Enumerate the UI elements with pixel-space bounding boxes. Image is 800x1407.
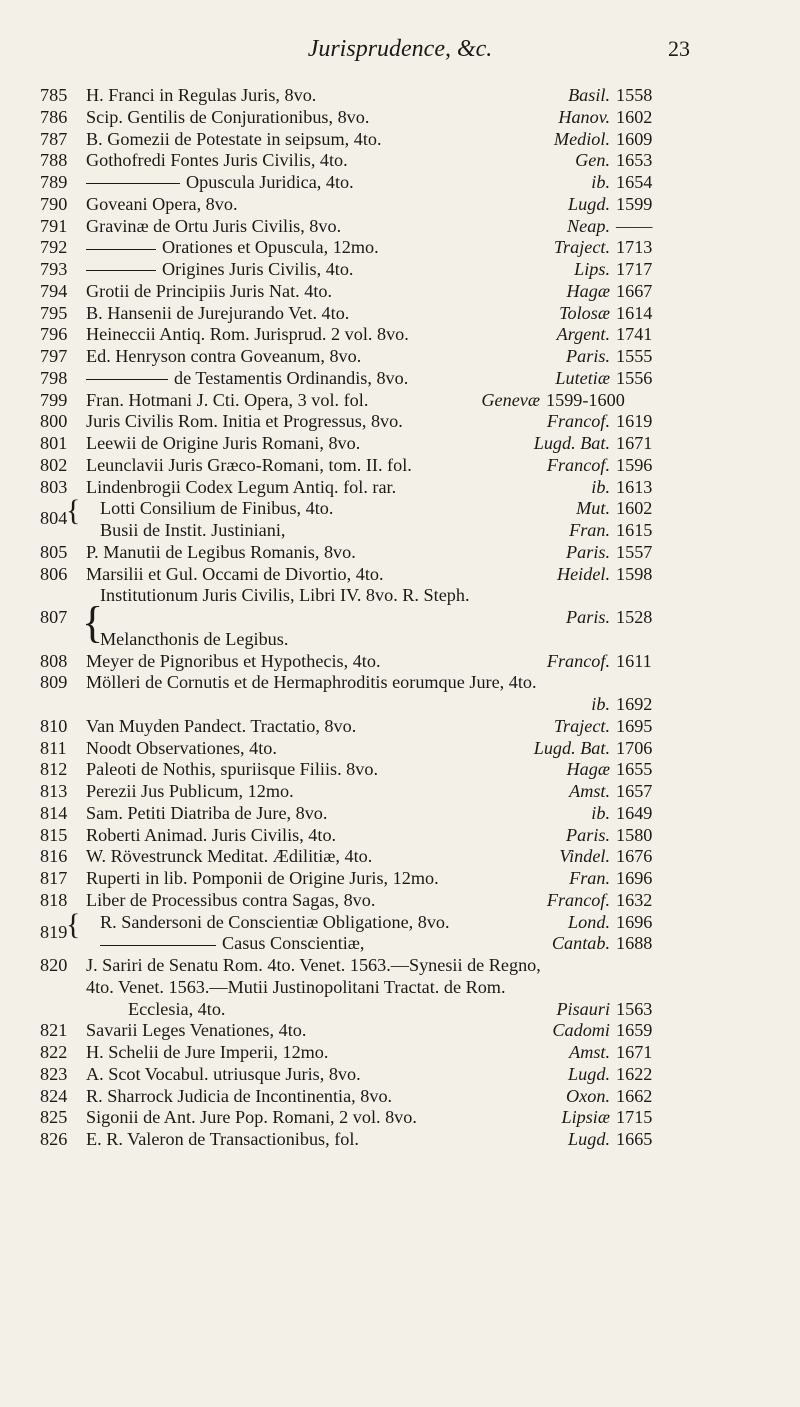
entry-title-wrap [86, 259, 353, 281]
entry [0, 759, 800, 781]
entry-number: 803 [40, 476, 68, 497]
entry-place: Oxon. [566, 1085, 610, 1106]
entry-year: 1667 [616, 280, 653, 301]
entry-title: Heineccii Antiq. Rom. Jurisprud. 2 vol. 8vo. [86, 324, 409, 345]
entry-number: 802 [40, 454, 68, 475]
entry-year: 1692 [616, 694, 653, 714]
entry-title: Van Muyden Pandect. Tractatio, 8vo. [86, 715, 357, 736]
entry-place: Francof. [546, 650, 610, 671]
entry [0, 907, 800, 942]
entry-place: Traject. [553, 237, 610, 258]
entry-place: ib. [591, 694, 610, 714]
entry-number: 819 [40, 921, 68, 942]
entry-number: 813 [40, 781, 68, 801]
entry-place: Genevæ [481, 389, 540, 410]
entry-number: 824 [40, 1085, 68, 1106]
entry [0, 542, 800, 564]
entry-number: 787 [40, 128, 68, 149]
entry-title: Busii de Instit. Justiniani, [100, 520, 286, 540]
entry-place: Lips. [574, 259, 610, 279]
entry-title: Goveani Opera, 8vo. [86, 193, 238, 214]
entry-title: A. Scot Vocabul. utriusque Juris, 8vo. [86, 1063, 361, 1084]
entry [0, 107, 800, 129]
entry-year: 1602 [616, 498, 653, 519]
entry-title: Institutionum Juris Civilis, Libri IV. 8vo. R. Steph. [100, 585, 470, 606]
entry-number: 826 [40, 1129, 68, 1149]
entry-title-wrap [100, 933, 364, 955]
entry [0, 868, 800, 890]
entry-number: 800 [40, 411, 68, 432]
entry [0, 890, 800, 912]
entry-year: 1741 [616, 324, 653, 345]
entry-number: 816 [40, 846, 68, 867]
entry-title: Melancthonis de Legibus. [100, 628, 289, 649]
entry-number: 815 [40, 824, 68, 845]
brace-top: { [66, 494, 81, 528]
entry [0, 1086, 800, 1108]
entry-year: 1619 [616, 411, 653, 432]
entry-number: 788 [40, 150, 68, 171]
entry-year: 1602 [616, 106, 653, 127]
entry [0, 455, 800, 477]
entry-title: Lindenbrogii Codex Legum Antiq. fol. rar. [86, 476, 397, 497]
entry-year: 1695 [616, 715, 653, 736]
entry-place: Paris. [566, 541, 610, 562]
entry [0, 1042, 800, 1064]
ditto-rule [86, 379, 168, 380]
entry-number: 810 [40, 715, 68, 736]
entry-place: Lond. [568, 911, 610, 932]
entry-number: 806 [40, 563, 68, 584]
entry-year: 1676 [616, 846, 653, 867]
entry-place: Pisauri [556, 998, 610, 1019]
entry-place: Lugd. Bat. [533, 737, 610, 758]
entry-year: 1671 [616, 1042, 653, 1062]
entry-number: 789 [40, 172, 68, 192]
entry-number: 818 [40, 889, 68, 910]
entry-year: 1659 [616, 1020, 653, 1041]
entry-title: Meyer de Pignoribus et Hypothecis, 4to. [86, 650, 381, 671]
entry [0, 259, 800, 281]
entry-year: 1563 [616, 998, 653, 1019]
entry [0, 368, 800, 390]
entry-year: 1653 [616, 150, 653, 171]
entry [0, 738, 800, 760]
entry [0, 955, 800, 977]
entry-title-wrap [86, 237, 379, 259]
entry-title: Opuscula Juridica, 4to. [186, 172, 354, 192]
entry-year: 1696 [616, 911, 653, 932]
entry-year: 1613 [616, 476, 653, 497]
entry-place: Lugd. [568, 193, 610, 214]
entry-place: Francof. [546, 889, 610, 910]
entry [0, 1107, 800, 1129]
entry-number: 793 [40, 259, 68, 279]
entry [0, 129, 800, 151]
entry-title: Ed. Henryson contra Goveanum, 8vo. [86, 346, 362, 366]
entry [0, 629, 800, 651]
entry-number: 792 [40, 237, 68, 258]
entry-title: J. Sariri de Senatu Rom. 4to. Venet. 1563.—Synesii de Regno, [86, 955, 541, 975]
entry-year: 1609 [616, 128, 653, 149]
entry-title: R. Sharrock Judicia de Incontinentia, 8vo. [86, 1085, 393, 1106]
entry-number: 799 [40, 389, 68, 410]
entry [0, 303, 800, 325]
ditto-rule [86, 183, 180, 184]
entry-title: H. Schelii de Jure Imperii, 12mo. [86, 1042, 329, 1062]
entry-title: H. Franci in Regulas Juris, 8vo. [86, 85, 317, 105]
entry-place: Cantab. [551, 933, 610, 954]
entry-number: 804 [40, 508, 68, 529]
entry-place: Lugd. Bat. [533, 433, 610, 453]
entry-title: Ruperti in lib. Pomponii de Origine Juris, 12mo. [86, 868, 439, 888]
entry-title: B. Hansenii de Jurejurando Vet. 4to. [86, 302, 350, 323]
brace-left: { [82, 598, 104, 647]
entry-number: 797 [40, 346, 68, 366]
entry-title: Lotti Consilium de Finibus, 4to. [100, 498, 334, 519]
page-header [0, 36, 800, 66]
entry-number: 790 [40, 193, 68, 214]
entry-title: Noodt Observationes, 4to. [86, 737, 277, 758]
entry-title-wrap [86, 368, 408, 390]
entry-number: 825 [40, 1107, 68, 1128]
entry-number: 822 [40, 1042, 68, 1062]
entry-year: 1649 [616, 802, 653, 823]
entry-number: 823 [40, 1063, 68, 1084]
entry-place: Mediol. [553, 128, 610, 149]
entry-title: P. Manutii de Legibus Romanis, 8vo. [86, 541, 356, 562]
entry-title: Fran. Hotmani J. Cti. Opera, 3 vol. fol. [86, 389, 369, 410]
entry-number: 808 [40, 650, 68, 671]
entry-year: 1665 [616, 1129, 653, 1149]
entry-number: 794 [40, 280, 68, 301]
page-number: 23 [668, 36, 690, 61]
entry-place: Hagæ [566, 280, 610, 301]
entry-place: Neap. [567, 215, 610, 236]
entry-title: Casus Conscientiæ, [222, 933, 365, 954]
entry-place: ib. [591, 476, 610, 497]
entry [0, 694, 800, 716]
entry-number: 812 [40, 759, 68, 780]
entry-title: R. Sandersoni de Conscientiæ Obligatione, 8vo. [100, 911, 450, 932]
entry-year: 1611 [616, 650, 652, 671]
entry-year: 1706 [616, 737, 653, 758]
entry-place: Hagæ [566, 759, 610, 780]
entry [0, 933, 800, 955]
entry-title: Gravinæ de Ortu Juris Civilis, 8vo. [86, 215, 342, 236]
entry-place: Vindel. [559, 846, 610, 867]
entry-title: Ecclesia, 4to. [128, 998, 226, 1019]
entry-number: 817 [40, 868, 68, 888]
entry-place: Heidel. [556, 563, 610, 584]
entry-number: 814 [40, 802, 68, 823]
entry-year: 1558 [616, 85, 653, 105]
entry-title: Paleoti de Nothis, spuriisque Filiis. 8vo. [86, 759, 379, 780]
entry-year: 1598 [616, 563, 653, 584]
entry [0, 216, 800, 238]
entry-title: W. Rövestrunck Meditat. Ædilitiæ, 4to. [86, 846, 373, 867]
entry-title: Sigonii de Ant. Jure Pop. Romani, 2 vol. 8vo. [86, 1107, 417, 1128]
entry-place: Francof. [546, 411, 610, 432]
entry-year: 1655 [616, 759, 653, 780]
entry-place: Amst. [569, 1042, 610, 1062]
entry-title: Marsilii et Gul. Occami de Divortio, 4to. [86, 563, 384, 584]
entry [0, 781, 800, 803]
entry-number: 801 [40, 433, 68, 453]
entry-year: 1556 [616, 367, 653, 388]
entry [0, 237, 800, 259]
entry [0, 672, 800, 694]
entry-year: 1599-1600 [546, 389, 625, 410]
entry-title: de Testamentis Ordinandis, 8vo. [174, 367, 409, 388]
entry [0, 977, 800, 999]
entry [0, 346, 800, 368]
entry-number: 796 [40, 324, 68, 345]
entry [0, 520, 800, 542]
entry-title: Perezii Jus Publicum, 12mo. [86, 781, 294, 801]
entry [0, 585, 800, 607]
entry-title: 4to. Venet. 1563.—Mutii Justinopolitani Tractat. de Rom. [86, 976, 506, 997]
entry-place: Tolosæ [559, 302, 610, 323]
ditto-rule [86, 249, 156, 250]
entry-number: 795 [40, 302, 68, 323]
entry-year: 1599 [616, 193, 653, 214]
entry-place: ib. [591, 802, 610, 823]
entry [0, 324, 800, 346]
entry-place: Francof. [546, 454, 610, 475]
entry-number: 791 [40, 215, 68, 236]
entry-year: —— [616, 215, 653, 236]
entry-place: Argent. [556, 324, 610, 345]
entry-number: 786 [40, 106, 68, 127]
entry-year: 1713 [616, 237, 653, 258]
entry-year: 1622 [616, 1063, 653, 1084]
entry-number: 820 [40, 955, 68, 975]
entry-year: 1557 [616, 541, 653, 562]
entry-title: Grotii de Principiis Juris Nat. 4to. [86, 280, 333, 301]
entry-title: Scip. Gentilis de Conjurationibus, 8vo. [86, 106, 370, 127]
entry [0, 172, 800, 194]
entry-place: Amst. [569, 781, 610, 801]
entry-place: ib. [591, 172, 610, 192]
entry-place: Paris. [566, 824, 610, 845]
entry-place: Basil. [568, 85, 610, 105]
entry [0, 477, 800, 499]
entry-year: 1671 [616, 433, 653, 453]
entry-number: 809 [40, 672, 68, 693]
entry-title: Gothofredi Fontes Juris Civilis, 4to. [86, 150, 348, 171]
entry-number: 807 [40, 607, 68, 627]
entry-year: 1596 [616, 454, 653, 475]
entry-year: 1715 [616, 1107, 653, 1128]
entry [0, 803, 800, 825]
entry-number: 785 [40, 85, 68, 105]
entry-place: Gen. [575, 150, 610, 171]
catalogue-entries [0, 85, 800, 1151]
entry-title: E. R. Valeron de Transactionibus, fol. [86, 1129, 359, 1149]
entry-place: Fran. [569, 868, 610, 888]
entry-title: Liber de Processibus contra Sagas, 8vo. [86, 889, 376, 910]
entry-year: 1717 [616, 259, 653, 279]
entry [0, 194, 800, 216]
entry-place: Mut. [576, 498, 610, 519]
entry-title: Orationes et Opuscula, 12mo. [162, 237, 379, 258]
entry-title: Leewii de Origine Juris Romani, 8vo. [86, 433, 361, 453]
entry [0, 494, 800, 529]
entry-place: Traject. [553, 715, 610, 736]
entry [0, 1129, 800, 1151]
entry-year: 1555 [616, 346, 653, 366]
entry [0, 390, 800, 412]
entry [0, 716, 800, 738]
entry-place: Fran. [569, 520, 610, 540]
entry [0, 846, 800, 868]
entry-title: Origines Juris Civilis, 4to. [162, 259, 354, 279]
entry-place: Lugd. [568, 1129, 610, 1149]
entry-number: 811 [40, 737, 67, 758]
entry-place: Paris. [566, 346, 610, 366]
entry [0, 411, 800, 433]
entry-place: Lutetiæ [555, 367, 610, 388]
entry-year: 1632 [616, 889, 653, 910]
entry-year: 1614 [616, 302, 653, 323]
entry-year: 1528 [616, 607, 653, 627]
entry-place: Lipsiæ [561, 1107, 610, 1128]
entry [0, 150, 800, 172]
entry [0, 999, 800, 1021]
brace-top: { [66, 907, 81, 941]
entry-year: 1580 [616, 824, 653, 845]
entry-place: Lugd. [568, 1063, 610, 1084]
entry-title-wrap [86, 172, 354, 194]
entry-year: 1688 [616, 933, 653, 954]
entry [0, 1064, 800, 1086]
ditto-rule [100, 945, 216, 946]
entry-year: 1662 [616, 1085, 653, 1106]
entry [0, 825, 800, 847]
entry [0, 1020, 800, 1042]
entry-year: 1615 [616, 520, 653, 540]
entry-year: 1696 [616, 868, 653, 888]
entry-place: Hanov. [558, 106, 610, 127]
entry-number: 805 [40, 541, 68, 562]
entry [0, 564, 800, 586]
entry-place: Paris. [566, 607, 610, 627]
entry-title: Mölleri de Cornutis et de Hermaphroditis eorumque Jure, 4to. [86, 672, 537, 693]
entry-title: Sam. Petiti Diatriba de Jure, 8vo. [86, 802, 328, 823]
entry [0, 433, 800, 455]
entry [0, 281, 800, 303]
entry-number: 798 [40, 367, 68, 388]
entry-title: B. Gomezii de Potestate in seipsum, 4to. [86, 128, 382, 149]
running-title: Jurisprudence, &c. [307, 36, 493, 62]
entry-year: 1657 [616, 781, 653, 801]
entry [0, 651, 800, 673]
entry-title: Roberti Animad. Juris Civilis, 4to. [86, 824, 337, 845]
entry-number: 821 [40, 1020, 68, 1041]
entry-title: Leunclavii Juris Græco-Romani, tom. II. fol. [86, 454, 412, 475]
entry [0, 85, 800, 107]
ditto-rule [86, 270, 156, 271]
entry-title: Savarii Leges Venationes, 4to. [86, 1020, 307, 1041]
entry-year: 1654 [616, 172, 653, 192]
entry-title: Juris Civilis Rom. Initia et Progressus, 8vo. [86, 411, 403, 432]
entry-place: Cadomi [552, 1020, 610, 1041]
